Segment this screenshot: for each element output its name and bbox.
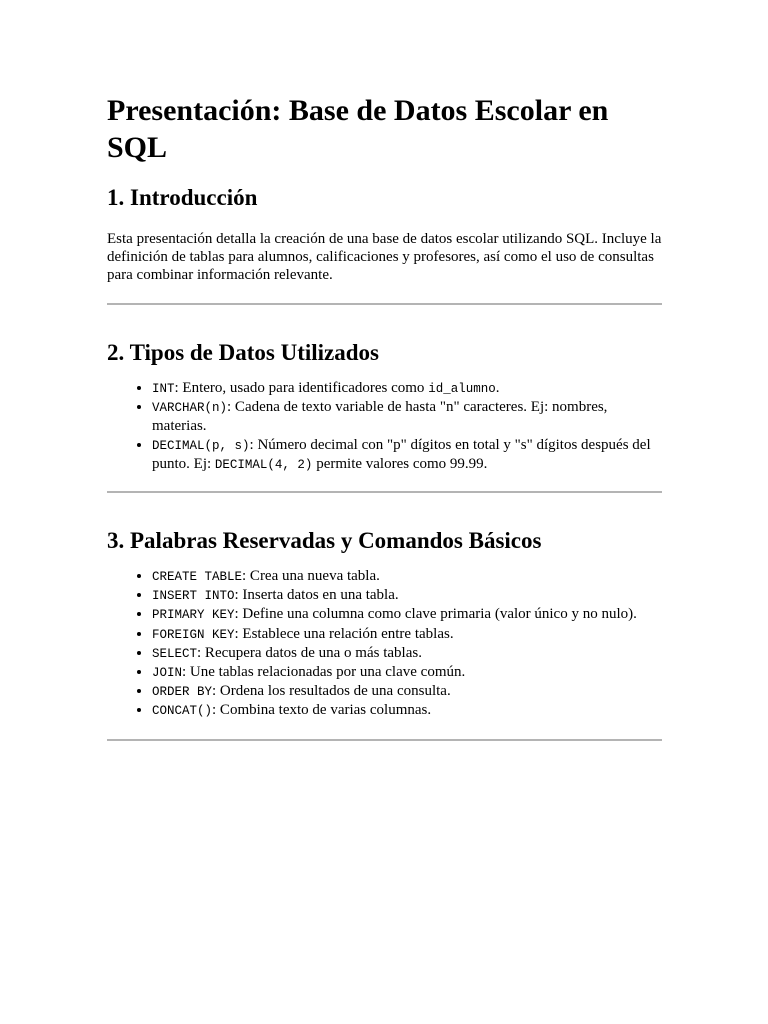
code-term: id_alumno [428, 382, 496, 396]
code-term: VARCHAR(n) [152, 401, 228, 416]
item-description: : Establece una relación entre tablas. [234, 625, 454, 642]
list-item [152, 567, 662, 586]
list-item [152, 398, 662, 435]
list-item [152, 436, 662, 474]
tipos-de-datos-list [107, 379, 662, 474]
document-title: Presentación: Base de Datos Escolar en SQL [107, 94, 609, 164]
list-item [152, 701, 662, 720]
item-description: : Combina texto de varias columnas. [212, 702, 432, 719]
code-term: FOREIGN KEY [152, 627, 235, 642]
list-item [152, 586, 662, 605]
palabras-reservadas-list [107, 567, 662, 721]
code-term: CREATE TABLE [152, 570, 243, 585]
code-term: JOIN [152, 666, 183, 681]
item-description: : Recupera datos de una o más tablas. [197, 644, 422, 661]
introduccion-paragraph: Esta presentación detalla la creación de una base de datos escolar utilizando SQL. Incluye la definición de tablas para alumnos, calificaciones y profesores, así como el uso de consultas para combinar información relevante. [107, 231, 662, 283]
document-content [107, 92, 662, 741]
item-description: permite valores como 99.99. [312, 455, 488, 472]
section-divider [107, 491, 662, 493]
list-item [152, 682, 662, 701]
code-term: SELECT [152, 646, 198, 661]
code-term: DECIMAL(4, 2) [214, 457, 313, 472]
code-term: INSERT INTO [152, 589, 235, 604]
list-item [152, 379, 662, 398]
item-description: . [495, 380, 500, 396]
section-heading-introduccion: 1. Introducción [107, 185, 258, 210]
section-divider [107, 303, 662, 305]
item-description: : Cadena de texto variable de hasta "n" caracteres. Ej: nombres, materias. [152, 399, 608, 435]
code-term: DECIMAL(p, s) [152, 438, 250, 453]
list-item [152, 644, 662, 663]
code-term: PRIMARY KEY [152, 608, 235, 623]
item-description: : Número decimal con "p" dígitos en total y "s" dígitos después del punto. Ej: [152, 436, 651, 472]
code-term: INT [152, 382, 175, 396]
item-description: : Crea una nueva tabla. [242, 568, 380, 585]
list-item [152, 605, 662, 624]
list-item [152, 625, 662, 644]
item-description: : Define una columna como clave primaria (valor único y no nulo). [234, 606, 637, 623]
item-description: : Inserta datos en una tabla. [234, 587, 399, 604]
section-heading-palabras-reservadas: 3. Palabras Reservadas y Comandos Básicos [107, 528, 542, 554]
item-description: : Une tablas relacionadas por una clave común. [182, 664, 466, 681]
code-term: ORDER BY [152, 685, 213, 700]
code-term: CONCAT() [152, 704, 213, 719]
item-description: : Ordena los resultados de una consulta. [212, 683, 451, 700]
list-item [152, 663, 662, 682]
section-heading-tipos-de-datos: 2. Tipos de Datos Utilizados [107, 340, 380, 365]
item-description: : Entero, usado para identificadores como [174, 380, 429, 396]
section-divider [107, 739, 662, 741]
